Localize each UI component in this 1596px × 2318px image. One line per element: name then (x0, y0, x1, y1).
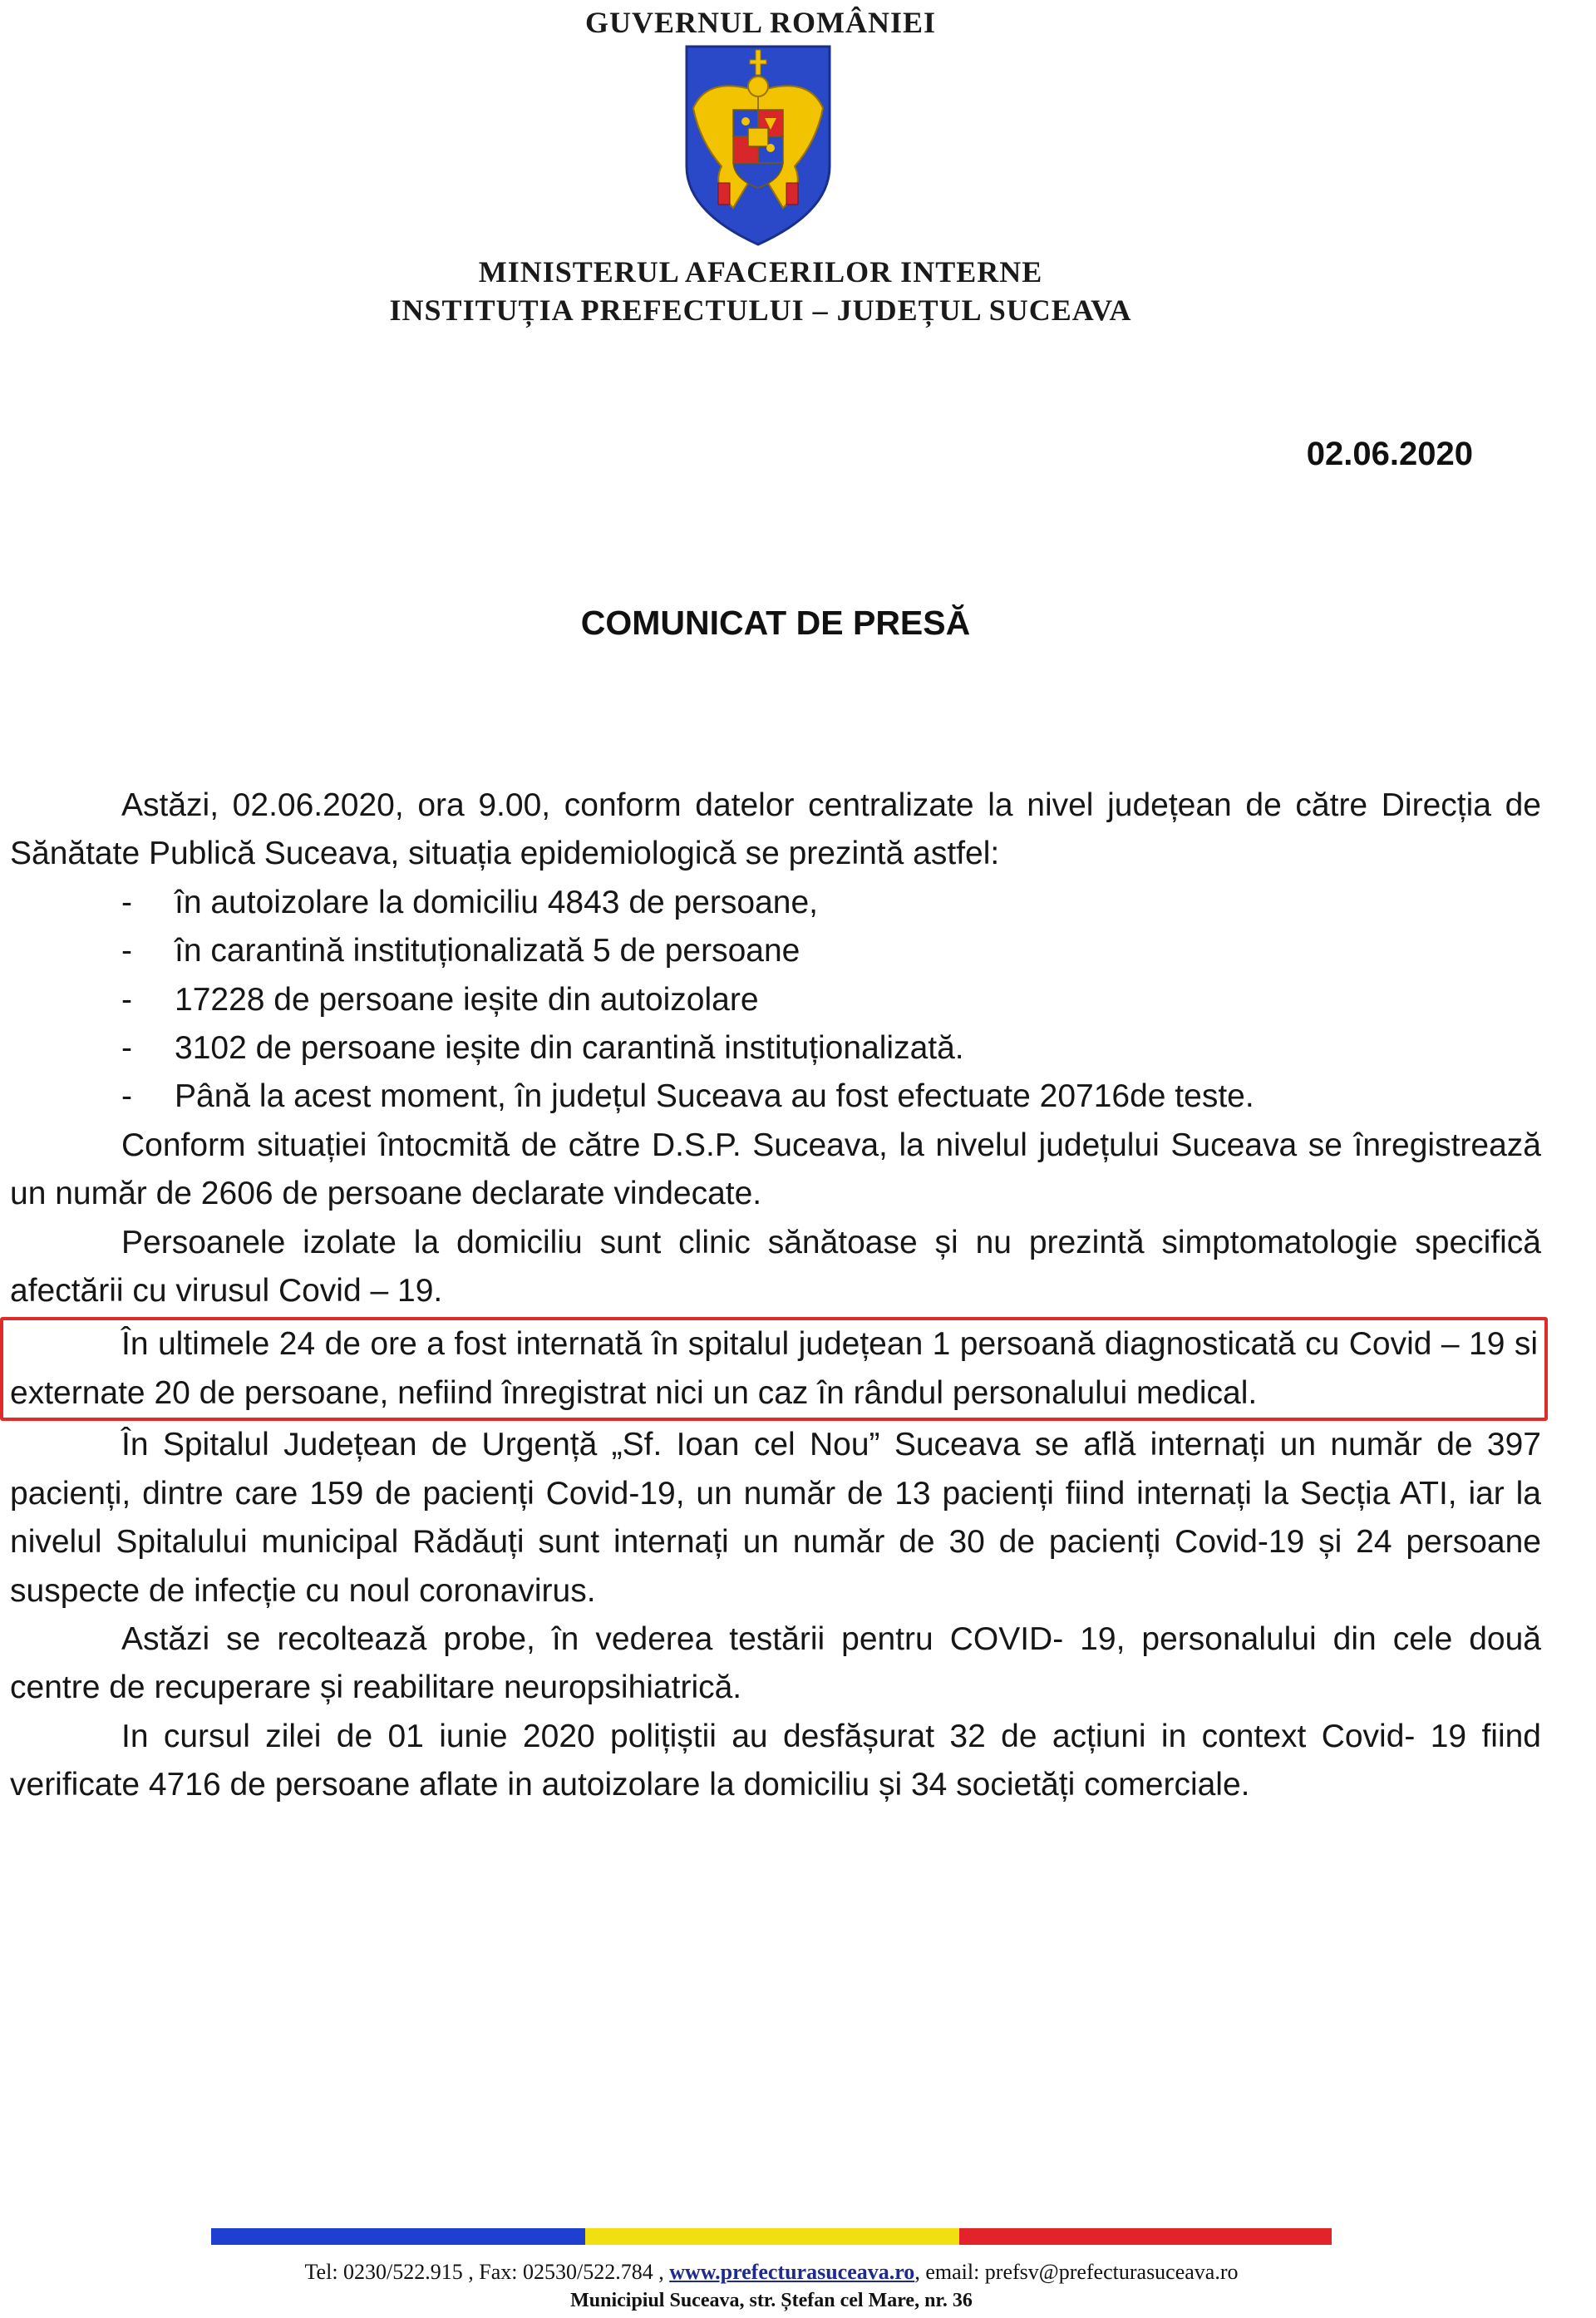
list-dash: - (121, 1030, 132, 1067)
list-dash: - (121, 933, 132, 969)
list-item (10, 1073, 1541, 1121)
footer-contact (0, 2260, 1543, 2285)
flag-stripe-blue (211, 2228, 585, 2245)
list-dash: - (121, 1078, 132, 1115)
list-item-text: Până la acest moment, în județul Suceava au fost efectuate 20716de teste. (175, 1078, 1254, 1115)
website-link[interactable]: www.prefecturasuceava.ro (669, 2260, 915, 2284)
release-date: 02.06.2020 (1306, 436, 1473, 472)
list-item-text: 3102 de persoane ieșite din carantină instituționalizată. (175, 1030, 964, 1067)
list-dash: - (121, 884, 132, 920)
contact-email: , email: prefsv@prefecturasuceava.ro (914, 2260, 1239, 2284)
ministry-name: MINISTERUL AFACERILOR INTERNE (478, 255, 1043, 289)
hospital-status-paragraph: În Spitalul Județean de Urgență „Sf. Ioan cel Nou” Suceava se află internați un număr de 397 pacienți, dintre care 159 de pacienți Covid-19, un număr de 13 pacienți fiind internați la Secția ATI, iar la nivelul Spitalului municipal Rădăuți sunt internați un număr de 30 de pacienți Covid-19 și 24 persoane suspecte de infecție cu noul coronavirus. (10, 1427, 1541, 1609)
list-item (10, 879, 1541, 927)
list-item-text: 17228 de persoane ieșite din autoizolare (175, 981, 759, 1018)
contact-phone-fax: Tel: 0230/522.915 , Fax: 02530/522.784 , (304, 2260, 670, 2284)
document-body (10, 782, 1541, 1810)
document-heading: COMUNICAT DE PRESĂ (580, 604, 971, 642)
highlighted-box (0, 1317, 1548, 1421)
list-item-text: în carantină instituționalizată 5 de persoane (175, 933, 800, 969)
intro-paragraph: Astăzi, 02.06.2020, ora 9.00, conform datelor centralizate la nivel județean de către Direcția de Sănătate Publică Suceava, situația epidemiologică se prezintă astfel: (10, 787, 1541, 872)
testing-paragraph: Astăzi se recoltează probe, în vederea testării pentru COVID- 19, personalului din cele două centre de recuperare și reabilitare neuropsihiatrică. (10, 1620, 1541, 1706)
list-item (10, 927, 1541, 975)
list-item (10, 1024, 1541, 1073)
list-item (10, 976, 1541, 1024)
government-title: GUVERNUL ROMÂNIEI (584, 6, 937, 39)
hospitalization-paragraph: În ultimele 24 de ore a fost internată în spitalul județean 1 persoană diagnosticată cu Covid – 19 si externate 20 de persoane, nefiind înregistrat nici un caz în rândul personalului medical. (10, 1326, 1538, 1411)
institution-name: INSTITUȚIA PREFECTULUI – JUDEȚUL SUCEAVA (389, 293, 1132, 327)
list-dash: - (121, 981, 132, 1018)
recovered-paragraph: Conform situației întocmită de către D.S.P. Suceava, la nivelul județului Suceava se înregistrează un număr de 2606 de persoane declarate vindecate. (10, 1127, 1541, 1212)
police-actions-paragraph: In cursul zilei de 01 iunie 2020 polițiștii au desfășurat 32 de acțiuni in context Covid- 19 fiind verificate 4716 de persoane aflate in autoizolare la domiciliu și 34 societăți comerciale. (10, 1718, 1541, 1803)
flag-stripe-yellow (585, 2228, 959, 2245)
flag-stripe-red (959, 2228, 1332, 2245)
isolation-paragraph: Persoanele izolate la domiciliu sunt clinic sănătoase și nu prezintă simptomatologie specifică afectării cu virusul Covid – 19. (10, 1224, 1541, 1309)
footer-address: Municipiul Suceava, str. Ștefan cel Mare, nr. 36 (570, 2290, 973, 2311)
situation-list (10, 879, 1541, 1122)
romania-coat-of-arms-icon (675, 42, 841, 249)
list-item-text: în autoizolare la domiciliu 4843 de persoane, (175, 884, 819, 920)
